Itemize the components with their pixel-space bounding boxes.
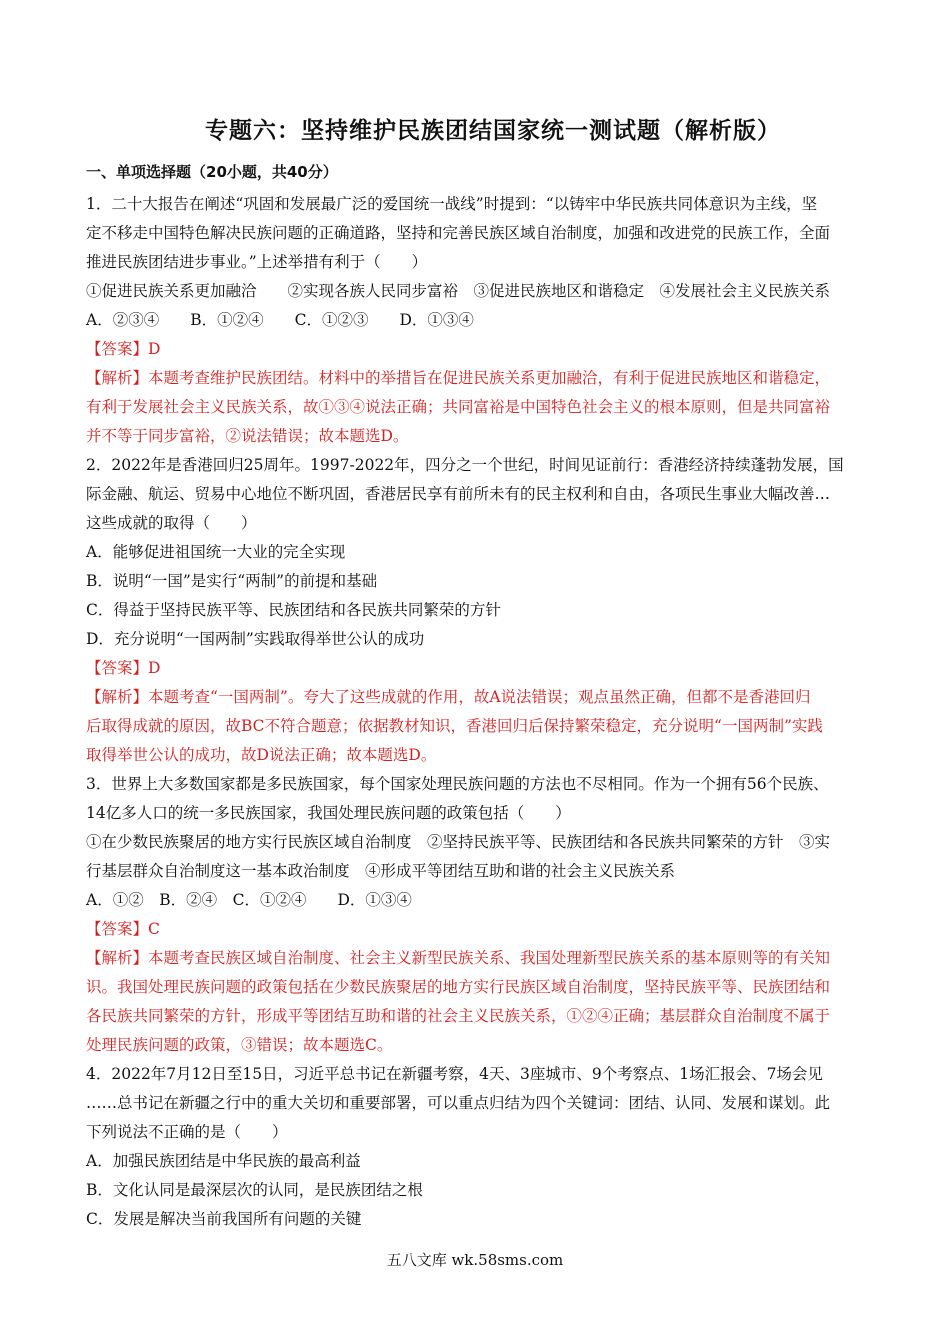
option-b: B．说明“一国”是实行“两制”的前提和基础 xyxy=(86,572,378,590)
analysis-line: 取得举世公认的成功，故D说法正确；故本题选D。 xyxy=(86,746,437,764)
question-stem: 推进民族团结进步事业。”上述举措有利于（ ） xyxy=(86,253,428,271)
analysis-line: 各民族共同繁荣的方针，形成平等团结互助和谐的社会主义民族关系，①②④正确；基层群众自治制度不属于 xyxy=(86,1007,831,1025)
analysis-line: 识。我国处理民族问题的政策包括在少数民族聚居的地方实行民族区域自治制度，坚持民族平等、民族团结和 xyxy=(86,978,831,996)
question-stem: 1．二十大报告在阐述“巩固和发展最广泛的爱国统一战线”时提到：“以铸牢中华民族共同体意识为主线，坚 xyxy=(86,195,818,213)
question-stem: 3．世界上大多数国家都是多民族国家，每个国家处理民族问题的方法也不尽相同。作为一个拥有56个民族、 xyxy=(86,775,829,793)
option-c: C．发展是解决当前我国所有问题的关键 xyxy=(86,1210,362,1228)
question-stem: 这些成就的取得（ ） xyxy=(86,514,257,532)
question-items: 行基层群众自治制度这一基本政治制度 ④形成平等团结互助和谐的社会主义民族关系 xyxy=(86,862,676,880)
option-a: A．加强民族团结是中华民族的最高利益 xyxy=(86,1152,361,1170)
question-2 xyxy=(86,451,900,770)
analysis-line: 后取得成就的原因，故BC不符合题意；依据教材知识，香港回归后保持繁荣稳定，充分说明“一国两制”实践 xyxy=(86,717,823,735)
analysis-line: 【解析】本题考查民族区域自治制度、社会主义新型民族关系、我国处理新型民族关系的基本原则等的有关知 xyxy=(86,949,831,967)
question-stem: ……总书记在新疆之行中的重大关切和重要部署，可以重点归结为四个关键词：团结、认同、发展和谋划。此 xyxy=(86,1094,831,1112)
question-stem: 定不移走中国特色解决民族问题的正确道路，坚持和完善民族区域自治制度，加强和改进党的民族工作，全面 xyxy=(86,224,831,242)
question-items: ①促进民族关系更加融洽 ②实现各族人民同步富裕 ③促进民族地区和谐稳定 ④发展社会主义民族关系 xyxy=(86,282,831,300)
question-stem: 2．2022年是香港回归25周年。1997-2022年，四分之一个世纪，时间见证前行：香港经济持续蓬勃发展，国 xyxy=(86,456,844,474)
question-stem: 14亿多人口的统一多民族国家，我国处理民族问题的政策包括（ ） xyxy=(86,804,571,822)
section-heading: 一、单项选择题（20小题，共40分） xyxy=(86,163,338,181)
analysis-line: 【解析】本题考查维护民族团结。材料中的举措旨在促进民族关系更加融洽，有利于促进民族地区和谐稳定， xyxy=(86,369,831,387)
question-stem: 际金融、航运、贸易中心地位不断巩固，香港居民享有前所未有的民主权利和自由，各项民生事业大幅改善… xyxy=(86,485,831,503)
option-a: A．能够促进祖国统一大业的完全实现 xyxy=(86,543,346,561)
question-items: ①在少数民族聚居的地方实行民族区域自治制度 ②坚持民族平等、民族团结和各民族共同繁荣的方针 ③实 xyxy=(86,833,831,851)
answer-line: 【答案】D xyxy=(86,340,161,358)
analysis-line: 处理民族问题的政策，③错误；故本题选C。 xyxy=(86,1036,393,1054)
analysis-line: 【解析】本题考查“一国两制”。夸大了这些成就的作用，故A说法错误；观点虽然正确，但都不是香港回归 xyxy=(86,688,811,706)
question-4 xyxy=(86,1060,900,1234)
analysis-line: 有利于发展社会主义民族关系，故①③④说法正确；共同富裕是中国特色社会主义的根本原则，但是共同富裕 xyxy=(86,398,831,416)
question-stem: 4．2022年7月12日至15日，习近平总书记在新疆考察，4天、3座城市、9个考察点、1场汇报会、7场会见 xyxy=(86,1065,823,1083)
answer-line: 【答案】D xyxy=(86,659,161,677)
question-3 xyxy=(86,770,900,1060)
question-1 xyxy=(86,190,900,451)
option-b: B．文化认同是最深层次的认同，是民族团结之根 xyxy=(86,1181,423,1199)
question-stem: 下列说法不正确的是（ ） xyxy=(86,1123,288,1141)
option-d: D．充分说明“一国两制”实践取得举世公认的成功 xyxy=(86,630,425,648)
footer-watermark: 五八文库 wk.58sms.com xyxy=(386,1251,564,1269)
answer-line: 【答案】C xyxy=(86,920,160,938)
analysis-line: 并不等于同步富裕，②说法错误；故本题选D。 xyxy=(86,427,409,445)
question-options: A．①② B．②④ C．①②④ D．①③④ xyxy=(86,891,412,909)
page-title: 专题六：坚持维护民族团结国家统一测试题（解析版） xyxy=(205,118,781,144)
question-options: A．②③④ B．①②④ C．①②③ D．①③④ xyxy=(86,311,474,329)
document-page xyxy=(86,112,900,1234)
option-c: C．得益于坚持民族平等、民族团结和各民族共同繁荣的方针 xyxy=(86,601,501,619)
